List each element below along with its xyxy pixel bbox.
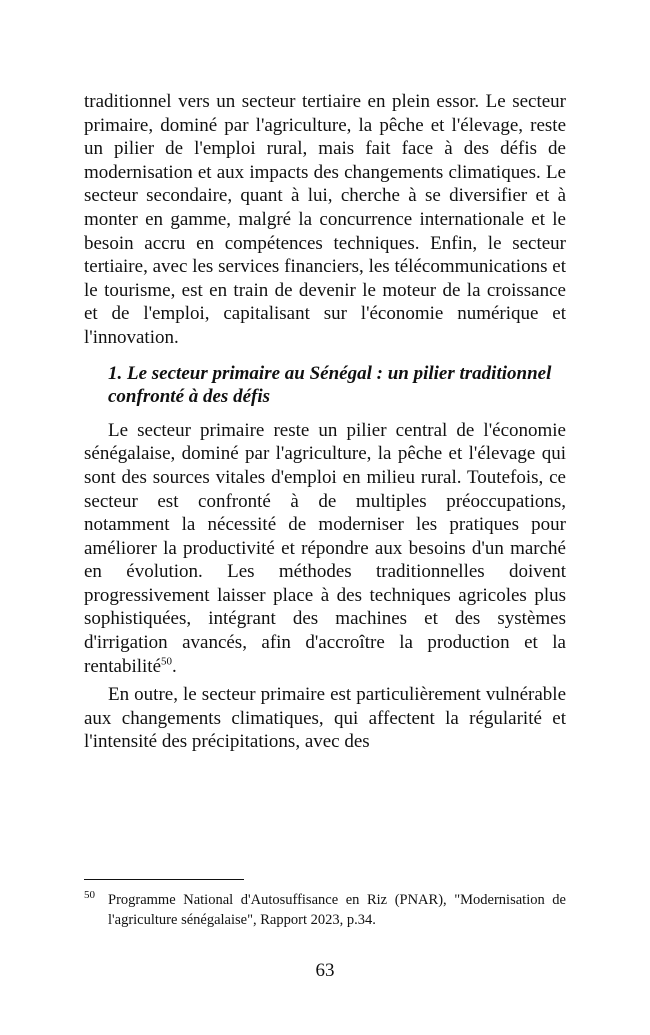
footnotes-section <box>84 890 566 930</box>
sentence-ending: . <box>172 655 177 677</box>
footnote-reference[interactable]: 50 <box>161 655 173 668</box>
body-paragraph <box>84 419 566 679</box>
body-paragraph-partial: En outre, le secteur primaire est particulièrement vulnérable aux changements climatiques, qui affectent la régularité et l'intensité des précipitations, avec des <box>84 684 566 753</box>
section-heading: 1. Le secteur primaire au Sénégal : un pilier traditionnel confronté à des défis <box>108 362 552 408</box>
body-paragraph-text: Le secteur primaire reste un pilier central de l'économie sénégalaise, dominé par l'agriculture, la pêche et l'élevage qui sont des sources vitales d'emploi en milieu rural. Toutefois, ce secteur est confronté à de multiples préoccupations, notamment la nécessité de moderniser les pratiques pour améliorer la productivité et répondre aux besoins d'un marché en évolution. Les méthodes traditionnelles doivent progressivement laisser place à des techniques agricoles plus sophistiquées, intégrant des machines et des systèmes d'irrigation avancés, afin d'accroître la production et la rentabilité <box>84 419 566 677</box>
footnote <box>84 890 566 930</box>
body-paragraph-continuation: traditionnel vers un secteur tertiaire en plein essor. Le secteur primaire, dominé par l'agriculture, la pêche et l'élevage, reste un pilier de l'emploi rural, mais fait face à des défis de modernisation et aux impacts des changements climatiques. Le secteur secondaire, quant à lui, cherche à se diversifier et à monter en gamme, malgré la concurrence internationale et le besoin accru en compétences techniques. Enfin, le secteur tertiaire, avec les services financiers, les télécommunications et le tourisme, est en train de devenir le moteur de la croissance et de l'emploi, capitalisant sur l'économie numérique et l'innovation. <box>84 91 566 348</box>
page-body <box>84 90 566 754</box>
footnote-number: 50 <box>84 889 95 901</box>
footnote-separator <box>84 879 244 880</box>
page-number: 63 <box>315 960 335 981</box>
footnote-text: Programme National d'Autosuffisance en Riz (PNAR), "Modernisation de l'agriculture sénégalaise", Rapport 2023, p.34. <box>108 892 566 928</box>
